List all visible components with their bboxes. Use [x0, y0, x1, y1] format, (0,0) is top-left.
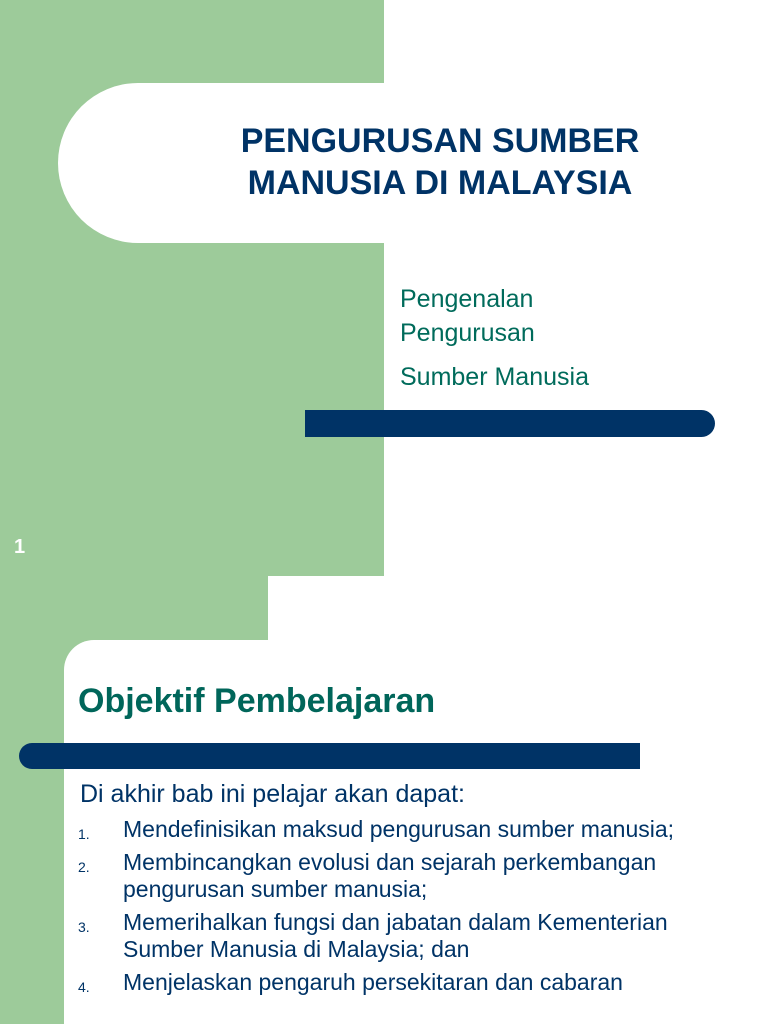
decorative-bar	[305, 410, 715, 437]
slide-title: PENGURUSAN SUMBER MANUSIA DI MALAYSIA	[240, 122, 640, 202]
item-number: 2.	[78, 859, 90, 875]
subtitle-line-2: Pengurusan	[400, 319, 535, 347]
slide-number: 1	[14, 536, 26, 558]
item-number: 4.	[78, 979, 90, 995]
list-item	[78, 816, 678, 843]
list-item	[78, 849, 678, 903]
item-text: Membincangkan evolusi dan sejarah perkembangan pengurusan sumber manusia;	[123, 849, 657, 902]
decorative-bar	[19, 743, 640, 769]
item-text: Menjelaskan pengaruh persekitaran dan cabaran	[123, 969, 623, 995]
slide-2	[0, 576, 768, 1024]
list-item	[78, 909, 678, 963]
intro-text: Di akhir bab ini pelajar akan dapat:	[80, 780, 465, 808]
item-number: 3.	[78, 919, 90, 935]
item-text: Mendefinisikan maksud pengurusan sumber manusia;	[123, 816, 675, 842]
slide-subtitle	[400, 282, 740, 394]
subtitle-line-3: Sumber Manusia	[400, 363, 589, 391]
item-text: Memerihalkan fungsi dan jabatan dalam Kementerian Sumber Manusia di Malaysia; dan	[123, 909, 668, 962]
subtitle-line-1: Pengenalan	[400, 285, 534, 313]
list-item	[78, 969, 678, 996]
item-number: 1.	[78, 826, 90, 842]
objectives-list	[78, 816, 678, 1002]
slide-heading: Objektif Pembelajaran	[78, 682, 436, 720]
